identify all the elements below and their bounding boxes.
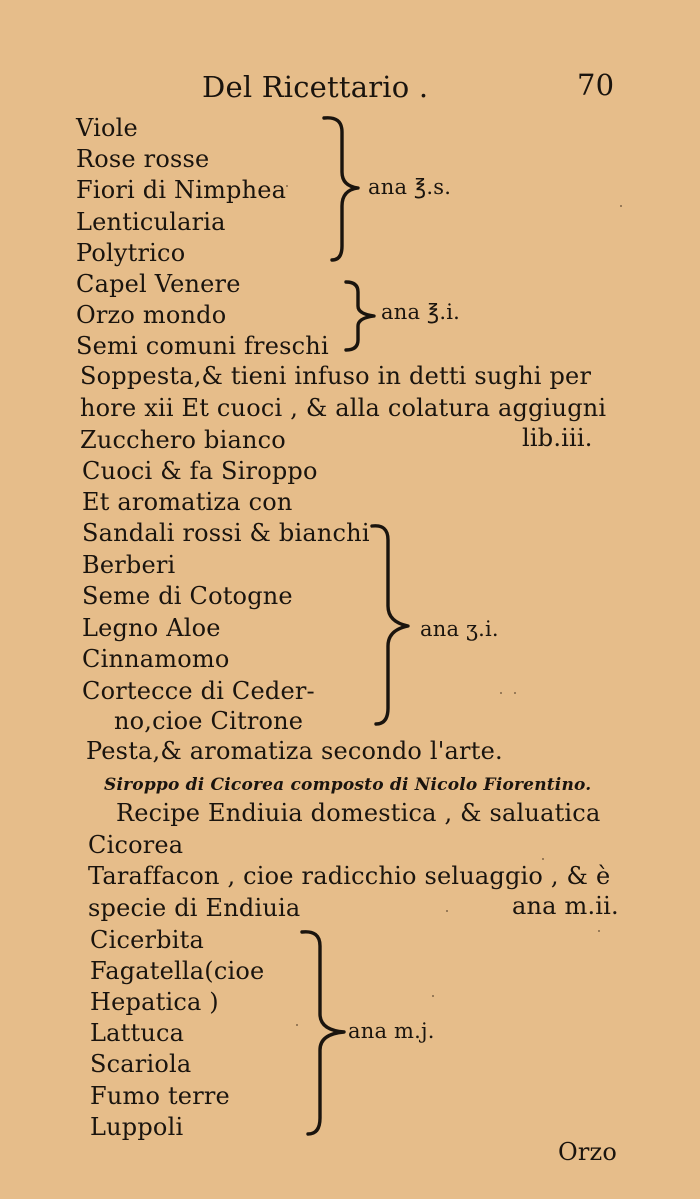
- ingredient: Viole: [76, 114, 138, 142]
- ingredient: Cortecce di Ceder-: [82, 677, 315, 705]
- ingredient: Lattuca: [90, 1019, 185, 1047]
- paper-speck: [620, 205, 622, 207]
- text-line: Taraffacon , cioe radicchio seluaggio , & è: [88, 862, 611, 890]
- dose-label: ana ℥.i.: [381, 300, 461, 324]
- text-line: hore xii Et cuoci , & alla colatura aggiugni: [80, 394, 607, 422]
- paper-speck: [446, 910, 448, 912]
- text-line: Cuoci & fa Siroppo: [82, 457, 318, 485]
- dose-label: ana ʒ.i.: [420, 617, 499, 641]
- paper-speck: [542, 858, 544, 860]
- catchword: Orzo: [558, 1138, 618, 1166]
- curly-brace-icon: [298, 926, 352, 1140]
- curly-brace-icon: [368, 520, 420, 730]
- paper-speck: [598, 930, 600, 932]
- text-line: Recipe Endiuia domestica , & saluatica: [116, 799, 601, 827]
- text-line: Zucchero bianco: [80, 426, 286, 454]
- ingredient: Hepatica ): [90, 988, 219, 1016]
- curly-brace-icon: [318, 114, 368, 264]
- paper-speck: [296, 1024, 298, 1026]
- ingredient: Polytrico: [76, 239, 186, 267]
- ingredient: Fagatella(cioe: [90, 957, 265, 985]
- ingredient: Capel Venere: [76, 270, 241, 298]
- paper-speck: [514, 692, 516, 694]
- ingredient: no,cioe Citrone: [114, 707, 304, 735]
- ingredient: Berberi: [82, 551, 176, 579]
- ingredient: Seme di Cotogne: [82, 582, 293, 610]
- text-line: Soppesta,& tieni infuso in detti sughi per: [80, 362, 592, 390]
- dose-label: lib.iii.: [522, 424, 593, 452]
- text-line: Cicorea: [88, 831, 184, 859]
- ingredient: Legno Aloe: [82, 614, 221, 642]
- ingredient: Fumo terre: [90, 1082, 230, 1110]
- text-line: Et aromatiza con: [82, 488, 293, 516]
- running-head: Del Ricettario .: [202, 70, 429, 104]
- dose-label: ana m.j.: [348, 1019, 435, 1043]
- ingredient: Lenticularia: [76, 208, 226, 236]
- curly-brace-icon: [340, 278, 385, 356]
- ingredient: Sandali rossi & bianchi: [82, 519, 370, 547]
- text-line: specie di Endiuia: [88, 894, 301, 922]
- paper-speck: [432, 995, 434, 997]
- ingredient: Scariola: [90, 1050, 192, 1078]
- ingredient: Cinnamomo: [82, 645, 230, 673]
- paper-speck: [286, 185, 288, 187]
- page-number: 70: [577, 68, 615, 102]
- recipe-title: Siroppo di Cicorea composto di Nicolo Fiorentino.: [104, 775, 592, 795]
- paper-speck: [500, 692, 502, 694]
- dose-label: ana m.ii.: [512, 892, 619, 920]
- ingredient: Fiori di Nimphea: [76, 176, 287, 204]
- ingredient: Cicerbita: [90, 926, 204, 954]
- dose-label: ana ℥.s.: [368, 175, 452, 199]
- text-line: Pesta,& aromatiza secondo l'arte.: [86, 737, 503, 765]
- ingredient: Luppoli: [90, 1113, 184, 1141]
- ingredient: Orzo mondo: [76, 301, 227, 329]
- ingredient: Semi comuni freschi: [76, 332, 329, 360]
- ingredient: Rose rosse: [76, 145, 210, 173]
